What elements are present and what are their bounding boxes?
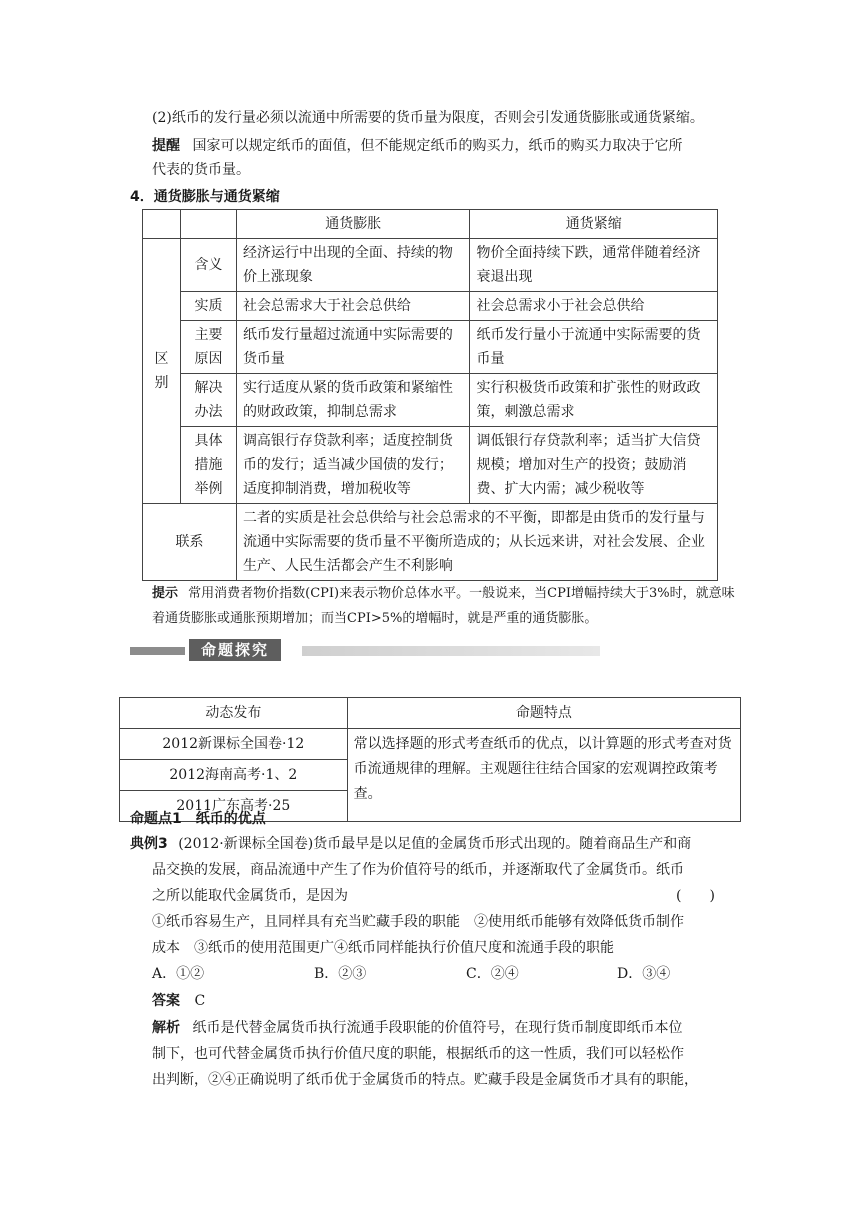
source-cell: 2011广东高考·25 (120, 791, 348, 822)
blank-cell (180, 210, 236, 239)
reminder-label: 提醒 (152, 138, 180, 154)
header-inflation: 通货膨胀 (236, 210, 470, 239)
deflation-cell: 纸币发行量小于流通中实际需要的货币量 (470, 321, 718, 374)
answer-line (152, 991, 205, 1011)
example-text-3: 之所以能取代金属货币，是因为 (152, 888, 348, 904)
feature-cell: 常以选择题的形式考查纸币的优点，以计算题的形式考查对货币流通规律的理解。主观题往往结合国家的宏观调控政策考查。 (347, 729, 740, 822)
table-row (143, 374, 718, 427)
banner-title: 命题探究 (189, 639, 281, 661)
section-title: 4．通货膨胀与通货紧缩 (130, 189, 280, 205)
banner-left-bar (130, 647, 185, 655)
source-table (119, 697, 741, 822)
deflation-cell: 社会总需求小于社会总供给 (470, 292, 718, 321)
point-title: 命题点1 纸币的优点 (130, 811, 266, 827)
table-row (143, 321, 718, 374)
deflation-cell: 物价全面持续下跌，通常伴随着经济衰退出现 (470, 239, 718, 292)
header-feature: 命题特点 (347, 698, 740, 729)
reminder-text-1: 国家可以规定纸币的面值，但不能规定纸币的购买力，纸币的购买力取决于它所 (192, 138, 683, 154)
table-row (143, 504, 718, 581)
table-header-row (143, 210, 718, 239)
source-cell: 2012新课标全国卷·12 (120, 729, 348, 760)
inflation-cell: 社会总需求大于社会总供给 (236, 292, 470, 321)
link-label: 联系 (143, 504, 237, 581)
table-row (143, 427, 718, 504)
analysis-line-1 (152, 1018, 682, 1038)
row-label-text: 具体措施举例 (194, 433, 223, 497)
header-deflation: 通货紧缩 (470, 210, 718, 239)
reminder-text-2: 代表的货币量。 (152, 162, 250, 178)
answer-paren: ( ) (676, 888, 715, 904)
example-text-5: 成本 ③纸币的使用范围更广④纸币同样能执行价值尺度和流通手段的职能 (152, 940, 614, 956)
table-row (120, 729, 741, 760)
row-label-text: 主要原因 (194, 327, 223, 367)
section-banner (130, 643, 470, 657)
inflation-cell: 纸币发行量超过流通中实际需要的货币量 (236, 321, 470, 374)
table-row (143, 292, 718, 321)
row-label (180, 427, 236, 504)
table-header-row (120, 698, 741, 729)
deflation-cell: 实行积极货币政策和扩张性的财政政策，刺激总需求 (470, 374, 718, 427)
comparison-table (142, 209, 718, 581)
example-text-2: 品交换的发展，商品流通中产生了作为价值符号的纸币，并逐渐取代了金属货币。纸币 (152, 862, 684, 878)
inflation-cell: 调高银行存贷款利率；适度控制货币的发行；适当减少国债的发行；适度抑制消费，增加税收等 (236, 427, 470, 504)
source-cell: 2012海南高考·1、2 (120, 760, 348, 791)
example-text-1: (2012·新课标全国卷)货币最早是以足值的金属货币形式出现的。随着商品生产和商 (178, 836, 692, 852)
group-label-text: 区别 (154, 351, 169, 391)
tip-line-1 (152, 584, 735, 604)
banner-right-bar (302, 646, 600, 656)
tip-text-2: 着通货膨胀或通胀预期增加；而当CPI>5%的增幅时，就是严重的通货膨胀。 (152, 611, 598, 626)
analysis-text-2: 制下，也可代替金属货币执行价值尺度的职能，根据纸币的这一性质，我们可以轻松作 (152, 1046, 684, 1062)
row-label: 实质 (180, 292, 236, 321)
inflation-cell: 经济运行中出现的全面、持续的物价上涨现象 (236, 239, 470, 292)
header-source: 动态发布 (120, 698, 348, 729)
option-d: D．③④ (617, 966, 671, 982)
row-label: 含义 (180, 239, 236, 292)
answer-value: C (194, 993, 206, 1009)
option-b: B．②③ (314, 966, 367, 982)
answer-label: 答案 (152, 993, 180, 1009)
analysis-text-3: 出判断，②④正确说明了纸币优于金属货币的特点。贮藏手段是金属货币才具有的职能， (152, 1072, 698, 1088)
tip-text-1: 常用消费者物价指数(CPI)来表示物价总体水平。一般说来，当CPI增幅持续大于3%时，就意味 (188, 586, 735, 601)
intro-line: (2)纸币的发行量必须以流通中所需要的货币量为限度，否则会引发通货膨胀或通货紧缩。 (152, 110, 704, 126)
row-label (180, 321, 236, 374)
analysis-text-1: 纸币是代替金属货币执行流通手段职能的价值符号，在现行货币制度即纸币本位 (192, 1020, 683, 1036)
option-c: C．②④ (466, 966, 519, 982)
option-a: A．①② (152, 966, 205, 982)
example-line-1 (130, 834, 691, 854)
row-label (180, 374, 236, 427)
analysis-label: 解析 (152, 1020, 180, 1036)
example-text-4: ①纸币容易生产，且同样具有充当贮藏手段的职能 ②使用纸币能够有效降低货币制作 (152, 914, 684, 930)
link-cell: 二者的实质是社会总供给与社会总需求的不平衡，即都是由货币的发行量与流通中实际需要的货币量不平衡所造成的；从长远来讲，对社会发展、企业生产、人民生活都会产生不利影响 (236, 504, 717, 581)
deflation-cell: 调低银行存贷款利率；适当扩大信贷规模；增加对生产的投资；鼓励消费、扩大内需；减少税收等 (470, 427, 718, 504)
example-label: 典例3 (130, 836, 168, 852)
inflation-cell: 实行适度从紧的货币政策和紧缩性的财政政策，抑制总需求 (236, 374, 470, 427)
reminder-line-1 (152, 136, 682, 156)
table-row (143, 239, 718, 292)
tip-label: 提示 (152, 586, 179, 601)
row-label-text: 解决办法 (194, 380, 223, 420)
blank-cell (143, 210, 181, 239)
group-label (143, 239, 181, 504)
